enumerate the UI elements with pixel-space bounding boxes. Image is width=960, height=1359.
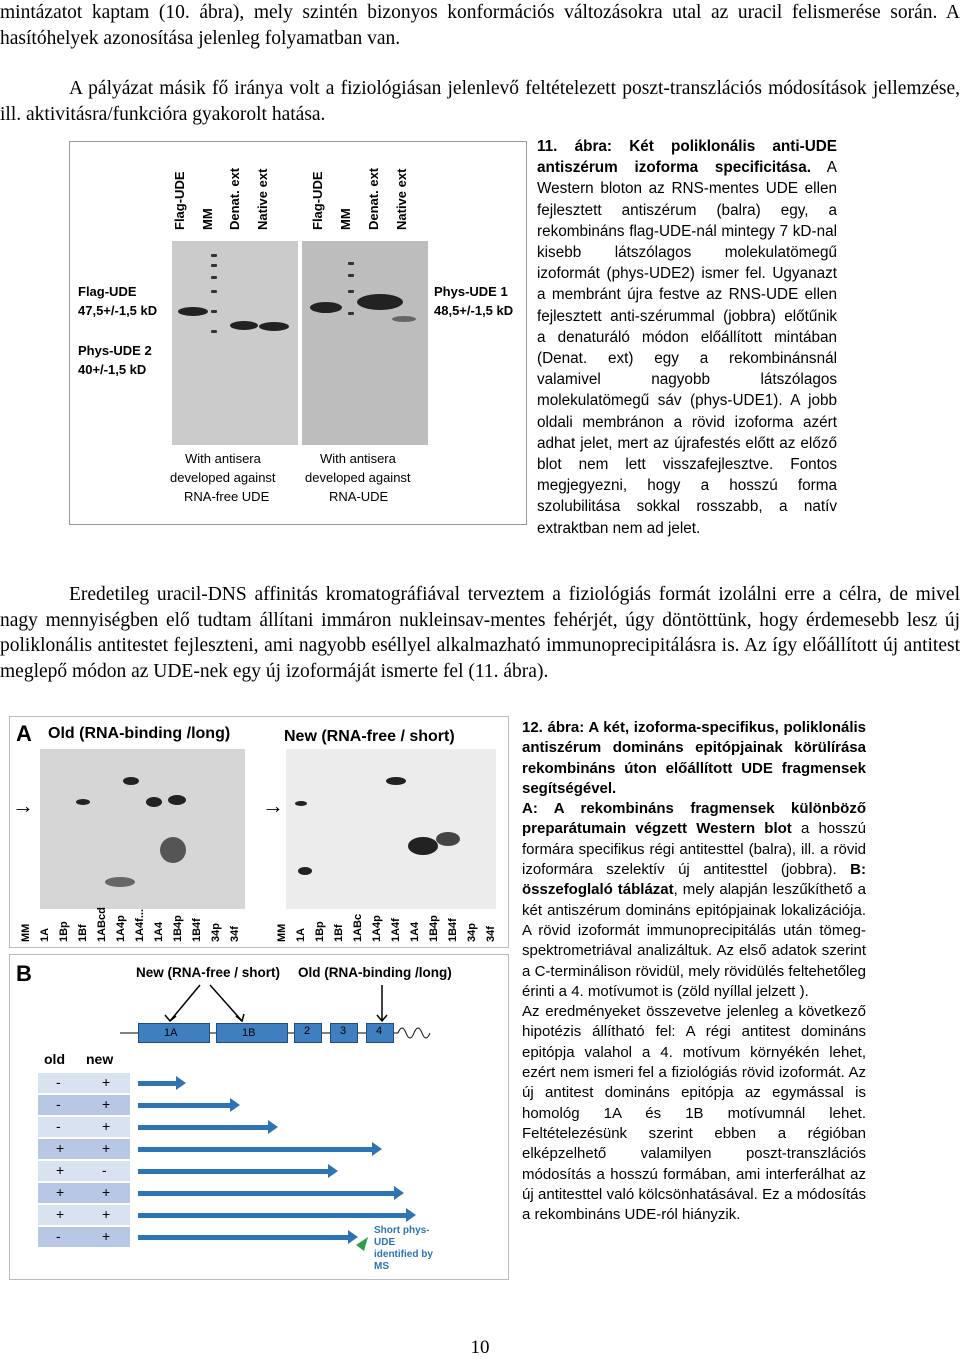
panel-b-old-title: Old (RNA-binding /long) [298, 965, 452, 980]
band-flag-ude-right [310, 302, 342, 313]
footer-right-line2: developed against [305, 470, 411, 485]
marker-tick [211, 330, 217, 333]
figure-12-caption-title: 12. ábra: A két, izoforma-specifikus, poliklonális antiszérum domináns epitópjainak körülírása rekombináns úton előállított UDE fragmensek segítségével. [522, 719, 866, 797]
lane-label-right-2: MM [338, 208, 353, 230]
panel-a-new-title: New (RNA-free / short) [284, 728, 455, 745]
lane-label-right-1: Flag-UDE [310, 171, 325, 230]
short-note-line1: Short phys- [374, 1225, 430, 1236]
label-flag-ude-mw: 47,5+/-1,5 kD [78, 303, 158, 318]
row-new: + [102, 1096, 111, 1112]
panel-a-old-title: Old (RNA-binding /long) [48, 725, 231, 742]
blot-new [286, 749, 496, 909]
row-new: + [102, 1118, 111, 1134]
intro-paragraph-2: A pályázat másik fő iránya volt a fiziológiásan jelenlevő feltételezett poszt-transzlációs módosítások jellemzése, ill. aktivitásra/funkcióra gyakorolt hatása. [0, 78, 960, 125]
row-old: - [56, 1118, 61, 1134]
lane-label-left-3: Denat. ext [227, 167, 242, 230]
band-old [123, 777, 139, 785]
row-new: + [102, 1228, 111, 1244]
marker-tick [348, 290, 354, 293]
panel-a-letter: A [16, 721, 32, 746]
band-old [160, 837, 186, 863]
row-new: + [102, 1206, 111, 1222]
lane-old: 1ABcd [96, 907, 108, 942]
row-new: + [102, 1140, 111, 1156]
figure-11-caption [537, 136, 837, 539]
footer-left-line2: developed against [170, 470, 276, 485]
lane-old: 1B4p [172, 915, 184, 942]
lane-label-right-4: Native ext [394, 168, 409, 230]
intro-paragraph-1: mintázatot kaptam (10. ábra), mely szintén bizonyos konformációs változásokra utal az uracil felismerése során. A hasítóhelyek azonosítása jelenleg folyamatban van. [0, 2, 960, 49]
marker-tick [348, 312, 354, 315]
band-new [298, 867, 312, 875]
panel-b-new-title: New (RNA-free / short) [136, 965, 281, 980]
label-phys-ude2-mw: 40+/-1,5 kD [78, 362, 147, 377]
row-old: + [56, 1140, 65, 1156]
lane-old: 34f [229, 926, 241, 942]
blot-old [40, 749, 245, 909]
lane-old: 1A4f... [134, 908, 146, 942]
lane-new: 1A4f [390, 918, 402, 942]
lane-label-right-3: Denat. ext [366, 167, 381, 230]
figure-11-caption-title: 11. ábra: Két poliklonális anti-UDE antiszérum izoforma specificitása. [537, 138, 837, 177]
lane-old: 1Bf [77, 924, 89, 942]
arrow-left-icon: → [12, 793, 34, 818]
band-old [76, 799, 90, 805]
middle-paragraph: Eredetileg uracil-DNS affinitás kromatográfiával terveztem a fiziológiás formát izolálni erre a célra, de mivel nagy mennyiségben elő tudtam állítani immáron nukleinsav-mentes fehérjét, úgy döntöttünk, hogy érdemesebb lesz új poliklonális antitestet fejleszteni, ami nagyobb eséllyel alkalmazható immunoprecipitálásra is. Az így előállított új antitest meglepő módon az UDE-nek egy új izoformáját ismerte fel (11. ábra). [0, 584, 960, 682]
band-right-lower [392, 316, 416, 322]
marker-tick [348, 274, 354, 277]
marker-tick [211, 310, 217, 313]
motif-label-3: 3 [340, 1025, 347, 1037]
row-new: + [102, 1074, 111, 1090]
figure-12-caption-c: Az eredményeket összevetve jelenleg a következő hipotézis állítható fel: A régi antitest domináns epitópja valahol a 4. motívum környékén lehet, ezért nem ismeri fel a fiziológiás rövid izoformát. Az új antitest domináns epitópja az egymással is homológ 1A és 1B motívumnál lehet. Feltételezésünk szerint ebben a régióban elképzelhető valamilyen poszt-transzlációs módosítás a hosszú formában, ami interferálhat az új antitesttel való kölcsönhatásával. Ez a módosítás a rekombináns UDE-ról hiányzik. [522, 1003, 866, 1224]
marker-tick [211, 254, 217, 257]
lane-old: 1A4 [153, 921, 165, 942]
band-old [146, 797, 162, 807]
lane-old: MM [20, 923, 32, 942]
row-old: - [56, 1096, 61, 1112]
row-old: + [56, 1162, 65, 1178]
blot-left [172, 241, 298, 445]
lane-old: 1Bp [58, 921, 70, 942]
figure-12-panel-b [9, 954, 509, 1280]
lane-label-left-4: Native ext [255, 168, 270, 230]
row-old: - [56, 1228, 61, 1244]
footer-left-line1: With antisera [185, 451, 261, 466]
row-old: + [56, 1184, 65, 1200]
band-phys-ude2-native [259, 322, 289, 331]
lane-new: 1A4p [371, 915, 383, 942]
label-phys-ude1-mw: 48,5+/-1,5 kD [434, 303, 514, 318]
row-old: - [56, 1074, 61, 1090]
row-old: + [56, 1206, 65, 1222]
lane-label-left-1: Flag-UDE [172, 171, 187, 230]
col-header-new: new [86, 1051, 114, 1067]
band-new [386, 777, 406, 785]
lane-new: 1A4 [409, 921, 421, 942]
label-phys-ude2: Phys-UDE 2 [78, 343, 152, 358]
lane-old: 34p [210, 923, 222, 942]
lane-new: 34f [485, 926, 497, 942]
figure-12-caption [522, 718, 866, 1225]
panel-b-letter: B [16, 961, 32, 986]
blot-right [302, 241, 428, 445]
lane-new: 1Bf [333, 924, 345, 942]
marker-tick [211, 264, 217, 267]
marker-tick [211, 290, 217, 293]
marker-tick [348, 262, 354, 265]
band-new [295, 801, 307, 806]
figure-11-image [69, 141, 527, 525]
lane-new: 1A [295, 927, 307, 942]
lane-new: 1B4p [428, 915, 440, 942]
figure-12-caption-a-title: A: A rekombináns fragmensek különböző preparátumain végzett Western blot [522, 800, 866, 838]
footer-left-line3: RNA-free UDE [184, 489, 270, 504]
lane-new: MM [276, 923, 288, 942]
band-new [436, 832, 460, 846]
row-new: - [102, 1162, 107, 1178]
band-new [408, 837, 438, 855]
lane-new: 1Bp [314, 921, 326, 942]
band-old [105, 877, 135, 887]
band-flag-ude-left [178, 307, 208, 316]
lane-new: 1B4f [447, 918, 459, 942]
band-phys-ude2-denat [230, 321, 258, 330]
band-old [168, 795, 186, 805]
figure-11-caption-body: A Western bloton az RNS-mentes UDE ellen fejlesztett antiszérum (balra) egy, a rekombináns flag-UDE-nál mintegy 7 kD-nal kisebb látszólagos molekulatömegű izoformát (phys-UDE2) ismer fel. Ugyanazt a membránt újra festve az RNS-UDE ellen fejlesztett anti-szérummal (jobbra) előtűnik a denaturáló módon előállított mintában (Denat. ext) egy a rekombinánsnál valamivel nagyobb látszólagos molekulatömegű sáv (phys-UDE1). A jobb oldali membránon a rövid izoforma azért adhat jelet, mert az újrafestés előtt az előző blot nem lett visszafejlesztve. Fontos megjegyezni, hogy a hosszú forma szolubilitása sokkal rosszabb, a natív extraktban nem ad jelet. [537, 159, 837, 537]
short-note-line4: MS [374, 1261, 389, 1272]
lane-new: 1ABc [352, 913, 364, 942]
lane-old: 1A4p [115, 915, 127, 942]
short-note-line3: identified by [374, 1249, 433, 1260]
figure-12-panel-a [9, 716, 509, 948]
label-phys-ude1: Phys-UDE 1 [434, 284, 508, 299]
row-new: + [102, 1184, 111, 1200]
motif-label-1b: 1B [242, 1027, 256, 1039]
page-number: 10 [470, 1337, 490, 1358]
lane-new: 34p [466, 923, 478, 942]
lane-old: 1A [39, 927, 51, 942]
band-phys-ude1 [357, 294, 403, 310]
marker-tick [211, 276, 217, 279]
footer-right-line1: With antisera [320, 451, 396, 466]
pointer-arrows [10, 955, 510, 1281]
lane-label-left-2: MM [200, 208, 215, 230]
footer-right-line3: RNA-UDE [329, 489, 389, 504]
figure-12-caption-a-body: a hosszú formára specifikus régi antitesttel (balra), ill. a rövid izoformára szelektív új antitesttel (jobbra). [522, 820, 866, 879]
col-header-old: old [44, 1051, 65, 1067]
label-flag-ude: Flag-UDE [78, 284, 137, 299]
lane-old: 1B4f [191, 918, 203, 942]
arrow-right-icon: → [262, 793, 284, 818]
motif-label-2: 2 [304, 1025, 311, 1037]
short-note-line2: UDE [374, 1237, 396, 1248]
figure-12-caption-b-title: B: összefoglaló táblázat [522, 861, 866, 899]
motif-label-1a: 1A [164, 1027, 178, 1039]
figure-12-caption-b-body: , mely alapján leszűkíthető a két antiszérum domináns epitópjainak lokalizációja. A rövid izoformát immunoprecipitálás után tömeg-spektrometriával analizáltuk. Az első adatok szerint a C-terminálison rövidül, mely rövidülés feltehetőleg érinti a 4. motívumot is (zöld nyíllal jelzett ). [522, 881, 866, 1000]
motif-label-4: 4 [376, 1025, 383, 1037]
